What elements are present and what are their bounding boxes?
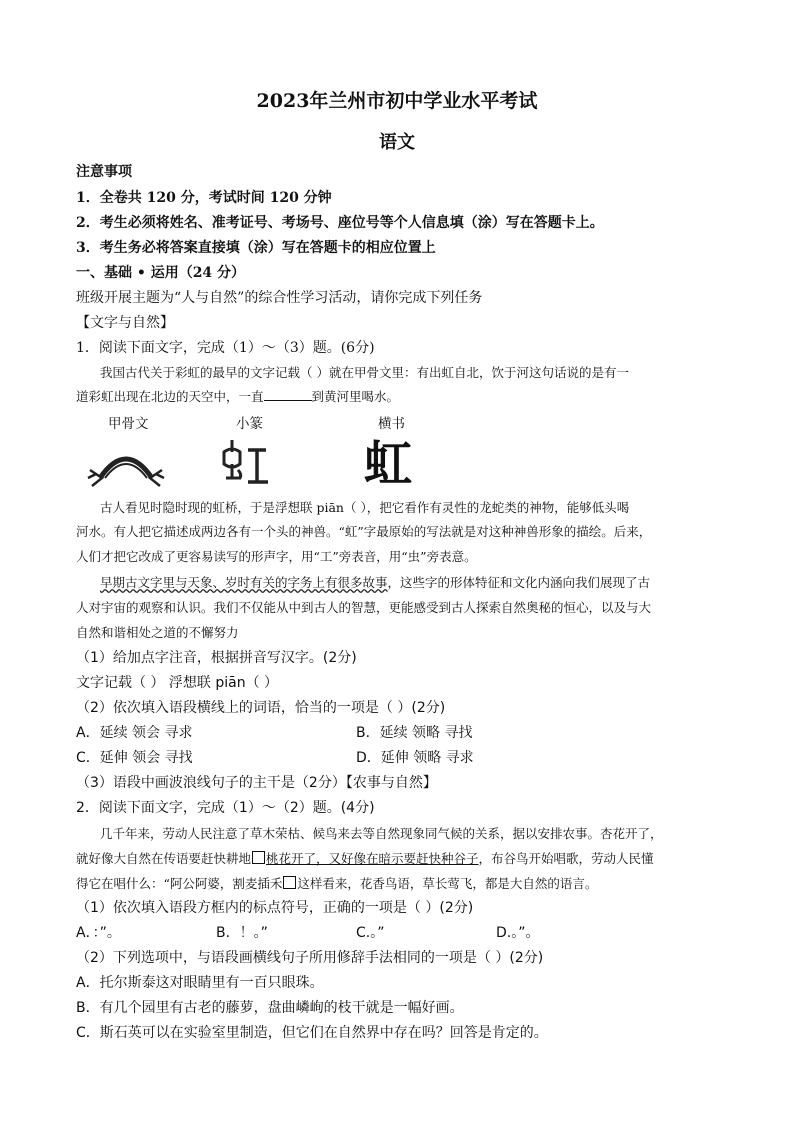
punctuation-box-1 xyxy=(252,851,265,864)
passage-3-line-2: 人对宇宙的观察和认识。我们不仅能从中到古人的智慧，更能感受到古人探索自然奥秘的恒心，以及与大 xyxy=(76,600,652,615)
subject-title: 语文 xyxy=(379,132,415,153)
seal-script-rainbow-glyph xyxy=(218,434,274,492)
option-1-2-a: A．延续 领会 寻求 xyxy=(76,725,193,741)
question-2-stem: 2．阅读下面文字，完成（1）～（2）题。(4分) xyxy=(76,800,375,816)
regular-script-rainbow-glyph: 虹 xyxy=(364,436,413,492)
option-2-2-a: A．托尔斯泰这对眼睛里有一百只眼珠。 xyxy=(76,975,324,991)
question-1-1-fill: 文字记载（ ） 浮想联 piān（ ） xyxy=(76,675,279,691)
underlined-sentence: 桃花开了，又好像在暗示要赶快种谷子 xyxy=(266,851,479,866)
option-2-2-b: B．有几个园里有古老的藤萝，盘曲嶙峋的枝干就是一幅好画。 xyxy=(76,1000,464,1016)
option-1-2-c: C．延伸 领会 寻找 xyxy=(76,750,193,766)
passage-3-line-1-rest: ，这些字的形体特征和文化内涵向我们展现了古 xyxy=(387,575,651,590)
exam-title: 2023年兰州市初中学业水平考试 xyxy=(256,90,538,112)
passage-3-line-3: 自然和谐相处之道的不懈努力 xyxy=(76,625,239,640)
fill-blank xyxy=(264,388,312,401)
glyph-label-seal: 小篆 xyxy=(236,416,263,432)
oracle-bone-rainbow-glyph xyxy=(86,438,166,490)
passage-2-line-1: 古人看见时隐时现的虹桥，于是浮想联 piān（ ），把它看作有灵性的龙蛇类的神物，能够低头喝 xyxy=(100,500,630,515)
passage-4-line-1: 几千年来，劳动人民注意了草木荣枯、候鸟来去等自然现象同气候的关系，据以安排农事。杏花开了， xyxy=(100,826,663,841)
question-1-stem: 1．阅读下面文字，完成（1）～（3）题。(6分) xyxy=(76,340,375,356)
option-1-2-d: D．延伸 领略 寻求 xyxy=(356,750,474,766)
passage-3-line-1 xyxy=(100,573,650,593)
notice-heading: 注意事项 xyxy=(76,164,132,180)
notice-item-2: 2．考生必须将姓名、准考证号、考场号、座位号等个人信息填（涂）写在答题卡上。 xyxy=(76,215,604,231)
question-1-2: （2）依次填入语段横线上的词语，恰当的一项是（ ）(2分) xyxy=(76,700,446,716)
section-heading: 一、基础 • 运用（24 分） xyxy=(76,265,246,281)
passage-4-line-3-pre: 得它在唱什么：“阿公阿婆，割麦插禾 xyxy=(76,876,283,891)
subsection-text-nature: 【文字与自然】 xyxy=(76,315,174,331)
option-2-1-b: B．！。” xyxy=(216,925,268,941)
option-2-2-c: C．斯石英可以在实验室里制造，但它们在自然界中存在吗？回答是肯定的。 xyxy=(76,1025,548,1041)
passage-4-line-2 xyxy=(76,849,654,869)
passage-1-line-1: 我国古代关于彩虹的最早的文字记载（ ）就在甲骨文里：有出虹自北，饮于河这句话说的是有一 xyxy=(100,365,629,380)
option-1-2-b: B．延续 领略 寻找 xyxy=(356,725,473,741)
passage-4-line-3 xyxy=(76,874,597,894)
question-1-1: （1）给加点字注音，根据拼音写汉字。(2分) xyxy=(76,650,357,666)
passage-2-line-2: 河水。有人把它描述成两边各有一个头的神兽。“虹”字最原始的写法就是对这种神兽形象的描绘。后来， xyxy=(76,524,652,539)
question-2-2: （2）下列选项中，与语段画横线句子所用修辞手法相同的一项是（ ）(2分) xyxy=(76,950,544,966)
notice-item-1: 1．全卷共 120 分，考试时间 120 分钟 xyxy=(76,190,332,206)
punctuation-box-2 xyxy=(283,876,296,889)
option-2-1-c: C.。” xyxy=(356,925,385,941)
wavy-underlined-sentence: 早期古文字里与天象、岁时有关的字务上有很多故事 xyxy=(100,575,388,590)
glyph-label-regular: 横书 xyxy=(378,416,405,432)
option-2-1-d: D.。”。 xyxy=(496,925,540,941)
passage-4-line-2-post: ，布谷鸟开始唱歌，劳动人民懂 xyxy=(478,851,654,866)
notice-item-3: 3．考生务必将答案直接填（涂）写在答题卡的相应位置上 xyxy=(76,240,436,256)
passage-1-line-2-pre: 道彩虹出现在北边的天空中，一直 xyxy=(76,389,264,404)
passage-4-line-3-post: 这样看来，花香鸟语，草长莺飞，都是大自然的语言。 xyxy=(297,876,598,891)
section-intro: 班级开展主题为“人与自然”的综合性学习活动，请你完成下列任务 xyxy=(76,290,483,306)
option-2-1-a: A．：”。 xyxy=(76,925,121,941)
glyph-label-oracle: 甲骨文 xyxy=(108,416,149,432)
passage-1-line-2 xyxy=(76,387,399,407)
question-1-3: （3）语段中画波浪线句子的主干是（2分）【农事与自然】 xyxy=(76,775,437,791)
passage-1-line-2-post: 到黄河里喝水。 xyxy=(311,389,400,404)
question-2-1: （1）依次填入语段方框内的标点符号，正确的一项是（ ）(2分) xyxy=(76,900,474,916)
passage-4-line-2-pre: 就好像大自然在传语要赶快耕地 xyxy=(76,851,252,866)
passage-2-line-3: 人们才把它改成了更容易读写的形声字，用“工”旁表音，用“虫”旁表意。 xyxy=(76,549,477,564)
